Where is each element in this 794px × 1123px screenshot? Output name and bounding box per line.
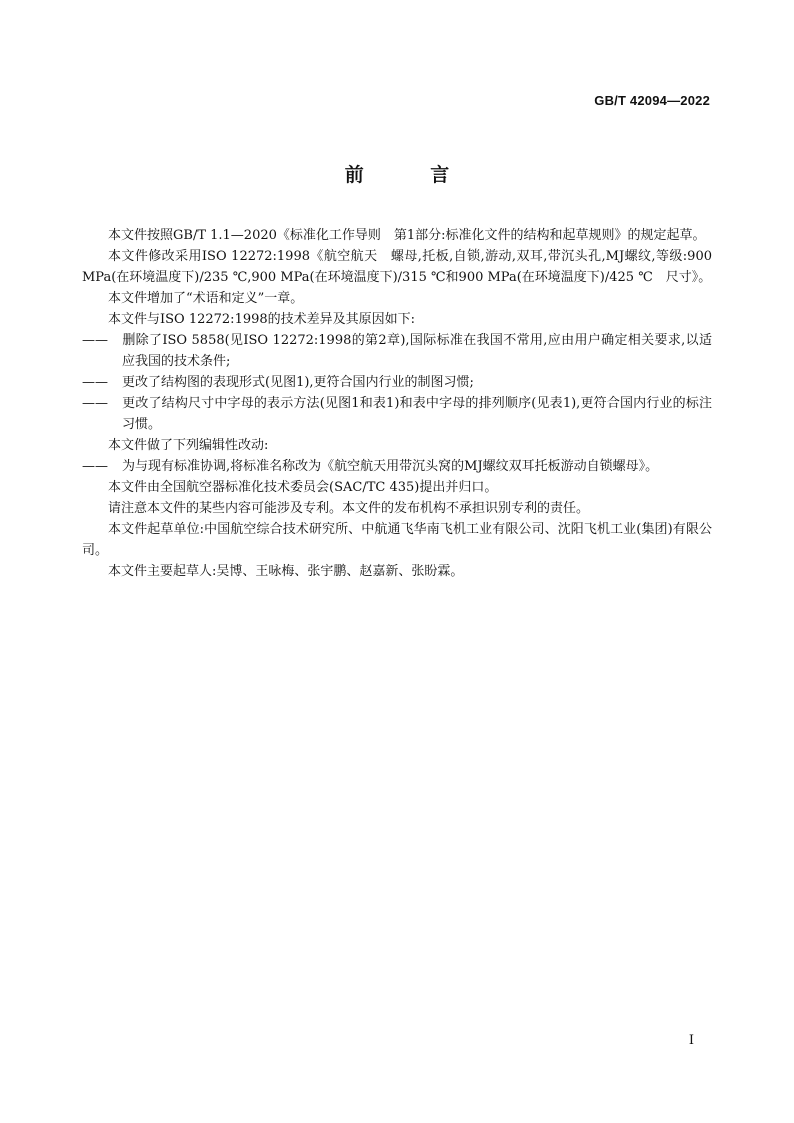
dash-mark: —— — [82, 396, 108, 411]
page-number: I — [688, 1033, 694, 1048]
dash-mark: —— — [82, 459, 108, 474]
foreword-body — [82, 225, 712, 582]
standard-code: GB/T 42094—2022 — [594, 93, 710, 108]
list-item — [82, 456, 712, 477]
paragraph-terms-added: 本文件增加了“术语和定义”一章。 — [108, 291, 304, 306]
paragraph-patent-notice: 请注意本文件的某些内容可能涉及专利。本文件的发布机构不承担识别专利的责任。 — [108, 501, 590, 516]
paragraph-drafters: 本文件主要起草人:吴博、王咏梅、张宇鹏、赵嘉新、张盼霖。 — [108, 564, 464, 579]
list-item — [82, 372, 712, 393]
list-item-text: 更改了结构图的表现形式(见图1),更符合国内行业的制图习惯; — [122, 375, 474, 390]
paragraph-drafting-units: 本文件起草单位:中国航空综合技术研究所、中航通飞华南飞机工业有限公司、沈阳飞机工业(集团)有限公司。 — [82, 522, 712, 558]
page-title: 前 言 — [344, 164, 480, 186]
list-item — [82, 393, 712, 435]
list-item — [82, 330, 712, 372]
paragraph-drafting-rules: 本文件按照GB/T 1.1—2020《标准化工作导则 第1部分:标准化文件的结构和起草规则》的规定起草。 — [108, 228, 706, 243]
dash-mark: —— — [82, 333, 108, 348]
list-item-text: 为与现有标准协调,将标准名称改为《航空航天用带沉头窝的MJ螺纹双耳托板游动自锁螺母》。 — [122, 459, 659, 474]
paragraph-editorial-intro: 本文件做了下列编辑性改动: — [108, 438, 269, 453]
paragraph-differences-intro: 本文件与ISO 12272:1998的技术差异及其原因如下: — [108, 312, 416, 327]
list-item-text: 更改了结构尺寸中字母的表示方法(见图1和表1)和表中字母的排列顺序(见表1),更符合国内行业的标注习惯。 — [122, 396, 712, 432]
paragraph-iso-adoption: 本文件修改采用ISO 12272:1998《航空航天 螺母,托板,自锁,游动,双耳,带沉头孔,MJ螺纹,等级:900 MPa(在环境温度下)/235 ℃,900 MPa(在环境温度下)/315 ℃和900 MPa(在环境温度下)/425 ℃ 尺寸》。 — [82, 249, 712, 285]
paragraph-committee: 本文件由全国航空器标准化技术委员会(SAC/TC 435)提出并归口。 — [108, 480, 498, 495]
list-item-text: 删除了ISO 5858(见ISO 12272:1998的第2章),国际标准在我国不常用,应由用户确定相关要求,以适应我国的技术条件; — [122, 333, 712, 369]
dash-mark: —— — [82, 375, 108, 390]
